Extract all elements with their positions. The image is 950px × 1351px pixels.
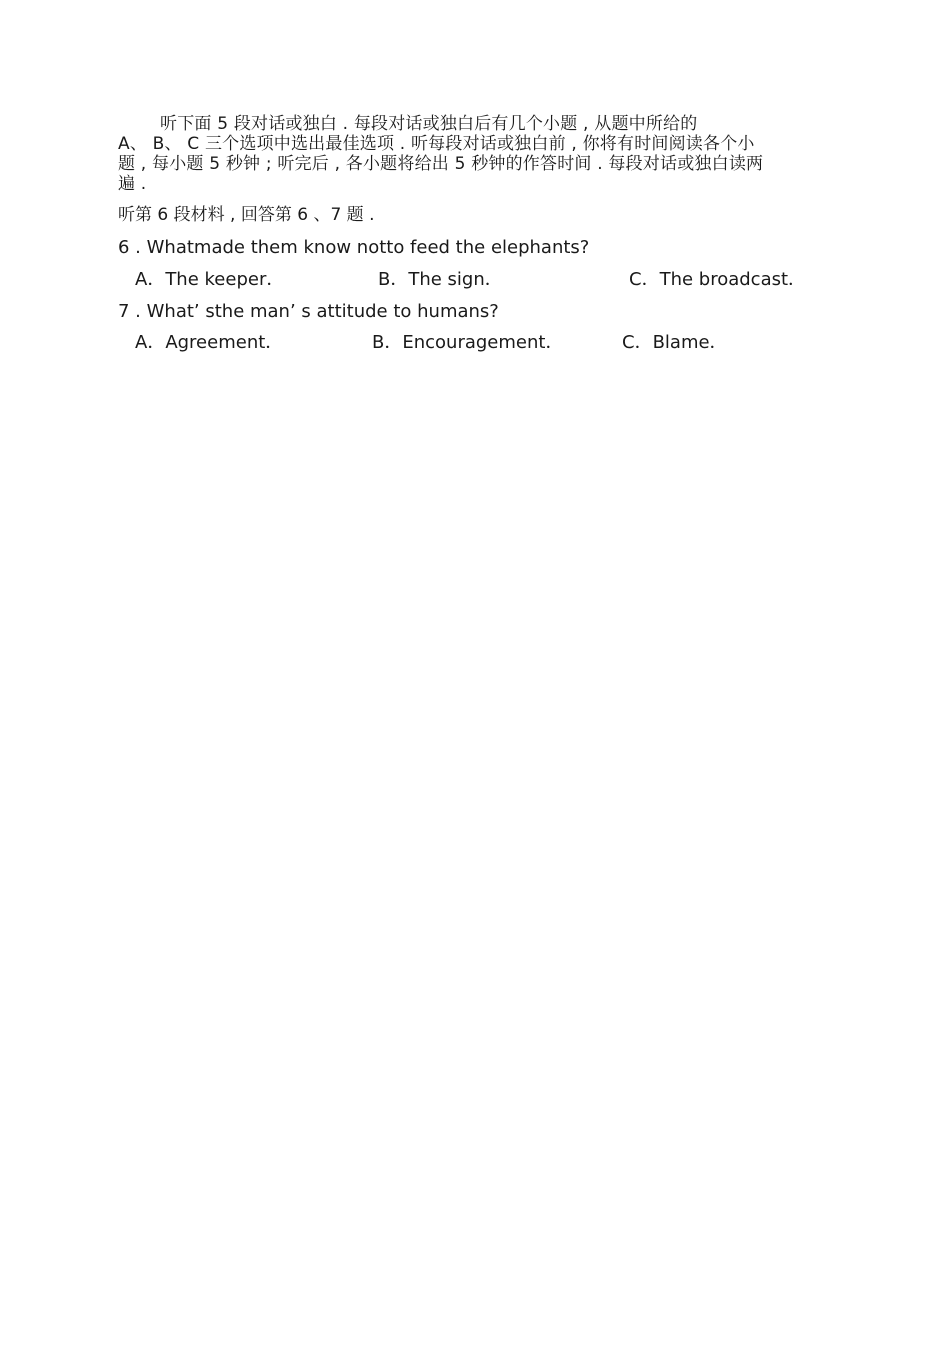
- instructions-line: 听下面 5 段对话或独白 . 每段对话或独白后有几个小题 , 从题中所给的: [160, 114, 698, 134]
- instructions-line: 遍 .: [118, 174, 147, 194]
- question-6-text: 6 . Whatmade them know notto feed the elephants?: [118, 237, 590, 258]
- instructions-line: A、 B、 C 三个选项中选出最佳选项 . 听每段对话或独白前 , 你将有时间阅读各个小: [118, 134, 755, 154]
- section-heading: 听第 6 段材料 , 回答第 6 、7 题 .: [118, 205, 375, 225]
- instructions-line: 题 , 每小题 5 秒钟 ; 听完后 , 各小题将给出 5 秒钟的作答时间 . 每段对话或独白读两: [118, 154, 764, 174]
- question-7-option-c: C．Blame．: [622, 332, 728, 353]
- instructions-paragraph: [118, 114, 863, 194]
- question-6-option-b: B．The sign．: [378, 269, 503, 290]
- question-6-option-c: C．The broadcast．: [629, 269, 807, 290]
- question-7-option-a: A．Agreement．: [135, 332, 284, 353]
- question-7-text: 7 . What’ sthe man’ s attitude to humans?: [118, 301, 499, 322]
- question-7-option-b: B．Encouragement．: [372, 332, 564, 353]
- question-6-option-a: A．The keeper．: [135, 269, 285, 290]
